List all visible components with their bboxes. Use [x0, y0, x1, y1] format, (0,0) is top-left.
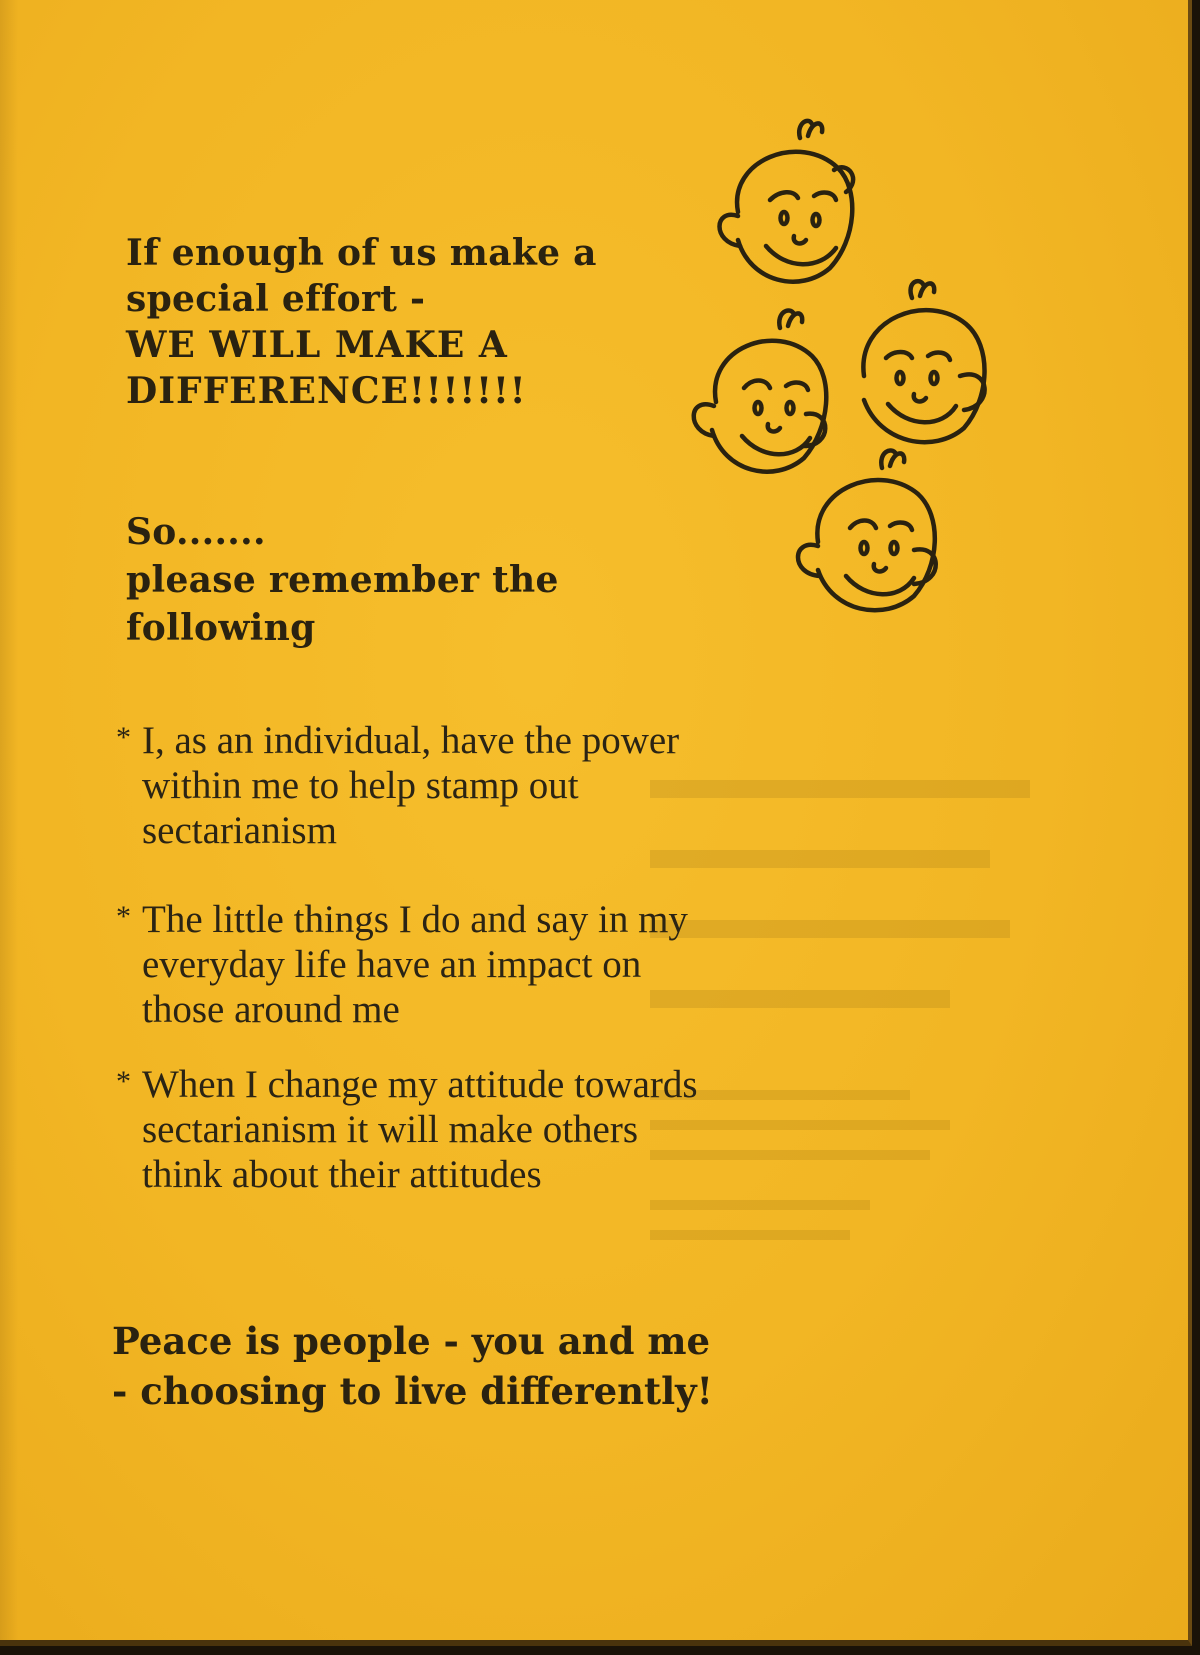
so-line-1: So....... — [126, 511, 266, 553]
so-heading — [126, 508, 726, 652]
bullet-line: think about their attitudes — [142, 1153, 542, 1196]
cartoon-faces-illustration — [690, 80, 1010, 640]
face-4-icon — [798, 450, 936, 610]
intro-line-2: special effort - — [126, 278, 426, 320]
bullet-line: everyday life have an impact on — [142, 943, 642, 986]
bullet-item — [116, 1062, 876, 1197]
intro-line-1: If enough of us make a — [126, 232, 597, 274]
intro-line-3: WE WILL MAKE A — [126, 324, 508, 366]
bullet-line: sectarianism — [142, 809, 337, 852]
bullet-marker: * — [116, 721, 131, 754]
so-line-2: please remember the — [126, 559, 559, 601]
bullet-item — [116, 718, 876, 853]
so-line-3: following — [126, 607, 316, 649]
bullet-text — [142, 897, 876, 1032]
closing-line-1: Peace is people - you and me — [112, 1319, 711, 1363]
bullet-line: I, as an individual, have the power — [142, 719, 680, 762]
intro-heading — [126, 230, 726, 414]
bullet-marker: * — [116, 1065, 131, 1098]
closing-line-2: - choosing to live differently! — [112, 1369, 713, 1413]
bullet-text — [142, 1062, 876, 1197]
bullet-marker: * — [116, 900, 131, 933]
page-edge-shadow — [0, 0, 18, 1640]
bullet-line: sectarianism it will make others — [142, 1108, 639, 1151]
bullet-line: When I change my attitude towards — [142, 1063, 698, 1106]
face-1-icon — [720, 121, 854, 282]
bullet-item — [116, 897, 876, 1032]
closing-statement — [112, 1316, 932, 1416]
bullet-line: those around me — [142, 988, 400, 1031]
bullet-text — [142, 718, 876, 853]
face-2-icon — [863, 281, 984, 442]
bullet-line: within me to help stamp out — [142, 764, 579, 807]
bullet-list — [116, 718, 876, 1241]
bullet-line: The little things I do and say in my — [142, 898, 688, 941]
intro-line-4: DIFFERENCE!!!!!!! — [126, 370, 527, 412]
